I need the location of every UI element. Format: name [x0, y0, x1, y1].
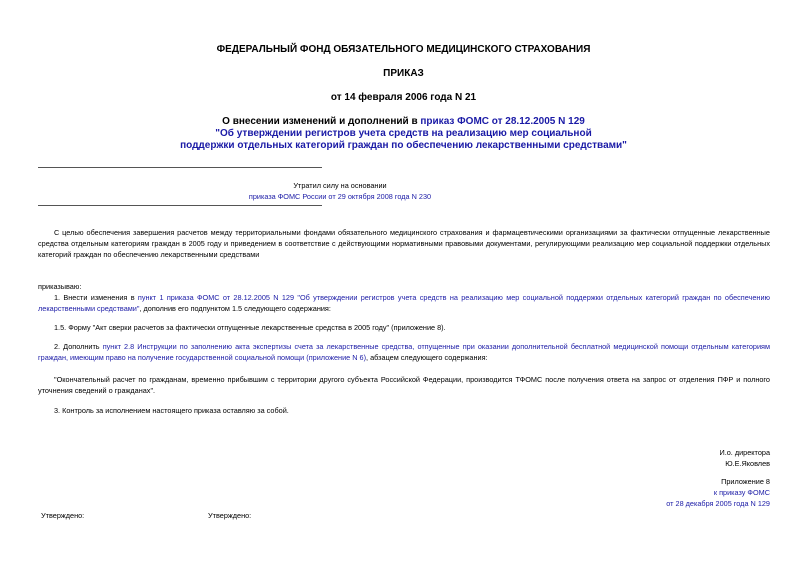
divider-bottom [38, 205, 322, 206]
status-note [120, 180, 560, 202]
status-note-link[interactable]: приказа ФОМС России от 29 октября 2008 года N 230 [248, 192, 432, 201]
item-2-prefix: 2. Дополнить [54, 342, 103, 351]
title-link-line3[interactable]: поддержки отдельных категорий граждан по обеспечению лекарственными средствами" [180, 140, 627, 151]
document-type: ПРИКАЗ [383, 68, 424, 79]
divider-top [38, 167, 322, 168]
status-note-text: Утратил силу на основании [293, 181, 387, 190]
signature-block [560, 447, 770, 469]
document-title [0, 116, 807, 152]
item-2-link[interactable]: пункт 2.8 Инструкции по заполнению акта экспертизы счета за лекарственные средства, отпущенные при оказании дополнительной бесплатной медицинской помощи отдельным категориям граждан, имеющим право на получение государственной социальной помощи (приложение N 6) [38, 342, 770, 362]
appendix-block [560, 476, 770, 509]
appendix-link-line1[interactable]: к приказу ФОМС [713, 488, 770, 497]
item-1-prefix: 1. Внести изменения в [54, 293, 138, 302]
item-2-suffix: , абзацем следующего содержания: [366, 353, 488, 362]
title-link-line2[interactable]: "Об утверждении регистров учета средств на реализацию мер социальной [215, 128, 592, 139]
title-order-link[interactable]: приказ ФОМС от 28.12.2005 N 129 [420, 116, 585, 127]
approval-left: Утверждено: [41, 511, 85, 520]
organization-name: ФЕДЕРАЛЬНЫЙ ФОНД ОБЯЗАТЕЛЬНОГО МЕДИЦИНСКОГО СТРАХОВАНИЯ [216, 44, 591, 55]
item-2-quote: "Окончательный расчет по гражданам, временно прибывшим с территории другого субъекта Российской Федерации, производится ТФОМС после получения ответа на запрос от отделения ПФР и полного уточнения сведений о гражданах". [38, 375, 770, 395]
preamble-paragraph: С целью обеспечения завершения расчетов между территориальными фондами обязательного медицинского страхования и фармацевтическими организациями за фактически отпущенные лекарственные средства отдельным категориям граждан в 2005 году и приведением в соответствие с действующими нормативными правовыми документами, регулирующими реализацию мер социальной поддержки отдельных категорий граждан по обеспечению лекарственными средствами [38, 228, 770, 259]
signature-position: И.о. директора [719, 448, 770, 457]
item-1-link[interactable]: пункт 1 приказа ФОМС от 28.12.2005 N 129 "Об утверждении регистров учета средств на реализацию мер социальной поддержки отдельных категорий граждан по обеспечению лекарственными средствами" [38, 293, 770, 313]
item-1-suffix: , дополнив его подпунктом 1.5 следующего содержания: [139, 304, 331, 313]
signature-name: Ю.Е.Яковлев [725, 459, 770, 468]
appendix-link-line2[interactable]: от 28 декабря 2005 года N 129 [666, 499, 770, 508]
item-1-5: 1.5. Форму "Акт сверки расчетов за фактически отпущенные лекарственные средства в 2005 году" (приложение 8). [54, 323, 446, 332]
approval-right: Утверждено: [208, 511, 252, 520]
item-2 [38, 341, 770, 363]
item-3: 3. Контроль за исполнением настоящего приказа оставляю за собой. [54, 406, 289, 415]
title-prefix: О внесении изменений и дополнений в [222, 116, 421, 127]
item-1 [38, 292, 770, 314]
document-date-number: от 14 февраля 2006 года N 21 [330, 92, 477, 103]
appendix-label: Приложение 8 [721, 477, 770, 486]
order-word: приказываю: [38, 282, 82, 291]
